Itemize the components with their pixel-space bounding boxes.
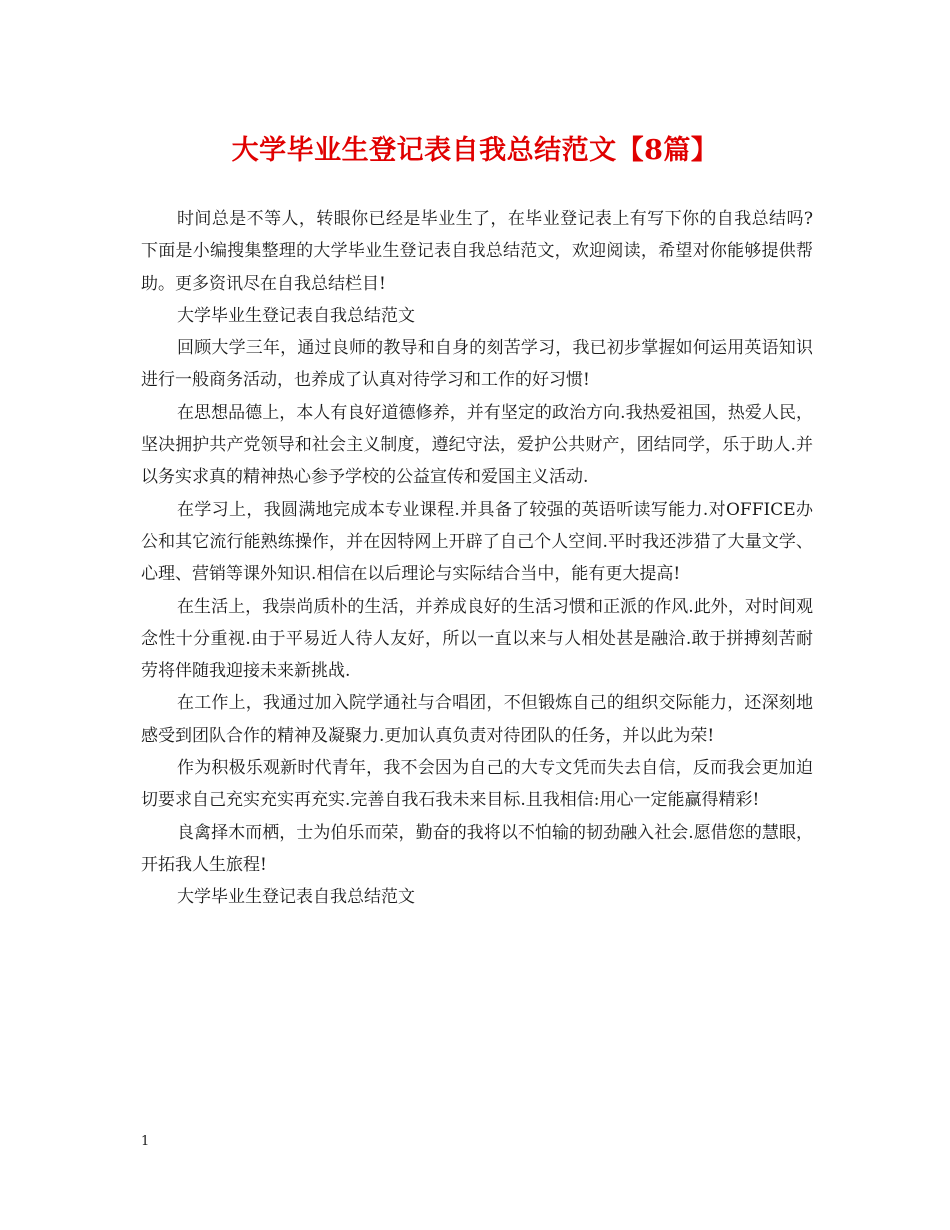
paragraph-morality: 在思想品德上，本人有良好道德修养，并有坚定的政治方向.我热爱祖国，热爱人民，坚决拥护共产党领导和社会主义制度，遵纪守法，爱护公共财产，团结同学，乐于助人.并以务实求真的精神热心参予学校的公益宣传和爱国主义活动. [141, 402, 813, 488]
paragraph-review: 回顾大学三年，通过良师的教导和自身的刻苦学习，我已初步掌握如何运用英语知识进行一般商务活动，也养成了认真对待学习和工作的好习惯! [141, 338, 813, 391]
paragraph-study: 在学习上，我圆满地完成本专业课程.并具备了较强的英语听读写能力.对OFFICE办公和其它流行能熟练操作，并在因特网上开辟了自己个人空间.平时我还涉猎了大量文学、心理、营销等课外知识.相信在以后理论与实际结合当中，能有更大提高! [141, 499, 813, 585]
paragraph-intro: 时间总是不等人，转眼你已经是毕业生了，在毕业登记表上有写下你的自我总结吗?下面是小编搜集整理的大学毕业生登记表自我总结范文，欢迎阅读，希望对你能够提供帮助。更多资讯尽在自我总结栏目! [141, 209, 813, 294]
paragraph-subtitle-2: 大学毕业生登记表自我总结范文 [177, 887, 415, 908]
paragraph-closing: 良禽择木而栖，士为伯乐而荣，勤奋的我将以不怕输的韧劲融入社会.愿借您的慧眼，开拓我人生旅程! [141, 822, 813, 875]
paragraph-subtitle: 大学毕业生登记表自我总结范文 [177, 305, 415, 326]
document-title: 大学毕业生登记表自我总结范文【8篇】 [231, 135, 719, 166]
paragraph-youth: 作为积极乐观新时代青年，我不会因为自己的大专文凭而失去自信，反而我会更加迫切要求自己充实充实再充实.完善自我石我未来目标.且我相信:用心一定能赢得精彩! [141, 758, 813, 811]
page-number: 1 [141, 1134, 150, 1149]
document-body [141, 203, 813, 914]
paragraph-work: 在工作上，我通过加入院学通社与合唱团，不但锻炼自己的组织交际能力，还深刻地感受到团队合作的精神及凝聚力.更加认真负责对待团队的任务，并以此为荣! [141, 693, 813, 746]
paragraph-life: 在生活上，我崇尚质朴的生活，并养成良好的生活习惯和正派的作风.此外，对时间观念性十分重视.由于平易近人待人友好，所以一直以来与人相处甚是融洽.敢于拼搏刻苦耐劳将伴随我迎接未来新挑战. [141, 596, 813, 682]
